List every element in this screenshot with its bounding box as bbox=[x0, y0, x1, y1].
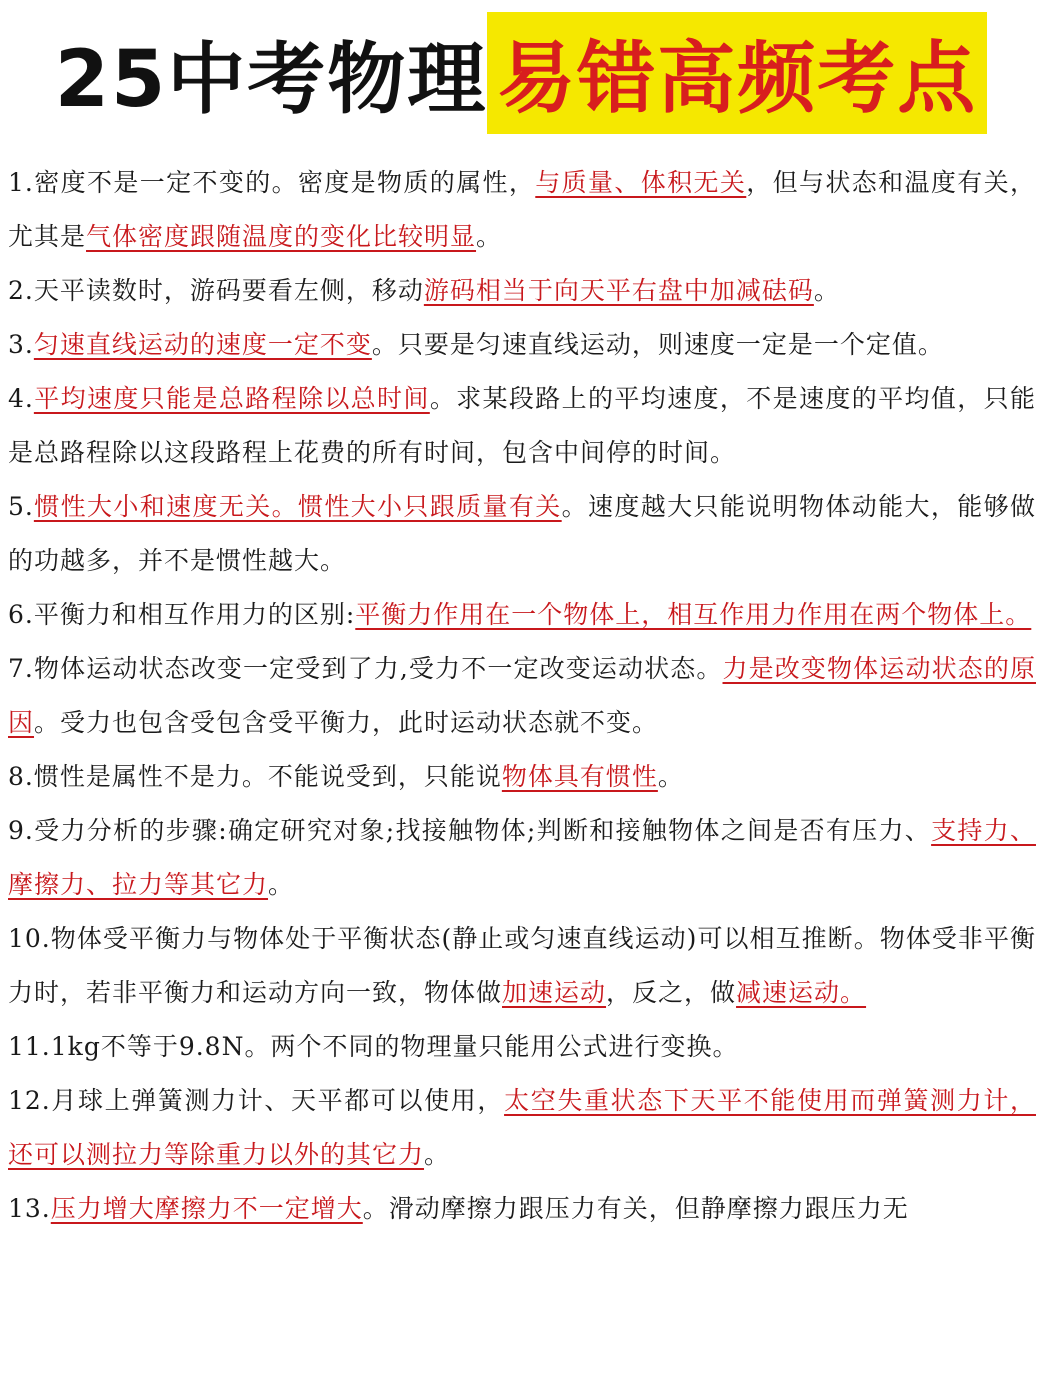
highlighted-phrase: 与质量、体积无关 bbox=[535, 168, 747, 197]
body-text: 。 bbox=[813, 276, 840, 305]
body-text: 11.1kg不等于9.8N。两个不同的物理量只能用公式进行变换。 bbox=[8, 1032, 739, 1061]
body-text: ，但与状态和温度有关，尤其是 bbox=[8, 168, 1036, 251]
body-text: 。 bbox=[424, 1140, 451, 1169]
title-plain-text: 25中考物理 bbox=[54, 35, 488, 125]
body-text: 9.受力分析的步骤:确定研究对象;找接触物体;判断和接触物体之间是否有压力、 bbox=[8, 816, 932, 845]
page-title bbox=[0, 18, 1042, 128]
body-text: 10.物体受平衡力与物体处于平衡状态(静止或匀速直线运动)可以相互推断。物体受非平衡力时，若非平衡力和运动方向一致，物体做 bbox=[8, 924, 1036, 1007]
body-text: 。 bbox=[657, 762, 684, 791]
key-point-item bbox=[8, 588, 1036, 642]
body-text: 8.惯性是属性不是力。不能说受到，只能说 bbox=[8, 762, 502, 791]
body-text: 2.天平读数时，游码要看左侧，移动 bbox=[8, 276, 424, 305]
highlighted-phrase: 物体具有惯性 bbox=[501, 762, 658, 791]
key-point-item bbox=[8, 750, 1036, 804]
body-text: 。 bbox=[476, 222, 503, 251]
body-text: 3. bbox=[8, 330, 34, 359]
highlighted-phrase: 气体密度跟随温度的变化比较明显 bbox=[86, 222, 477, 251]
highlighted-phrase: 匀速直线运动的速度一定不变 bbox=[33, 330, 372, 359]
key-point-item bbox=[8, 264, 1036, 318]
key-point-item bbox=[8, 318, 1036, 372]
highlighted-phrase: 平衡力作用在一个物体上，相互作用力作用在两个物体上。 bbox=[355, 600, 1032, 629]
key-point-item bbox=[8, 480, 1036, 588]
key-point-item bbox=[8, 804, 1036, 912]
highlighted-phrase: 惯性大小和速度无关。惯性大小只跟质量有关 bbox=[33, 492, 562, 521]
highlighted-phrase: 压力增大摩擦力不一定增大 bbox=[50, 1194, 363, 1223]
body-text: 5. bbox=[8, 492, 34, 521]
body-text: 。速度越大只能说明物体动能大，能够做的功越多，并不是惯性越大。 bbox=[8, 492, 1036, 575]
body-text: ，反之，做 bbox=[606, 978, 737, 1007]
body-text: 4. bbox=[8, 384, 34, 413]
body-text: 1.密度不是一定不变的。密度是物质的属性， bbox=[8, 168, 536, 197]
body-text: 7.物体运动状态改变一定受到了力,受力不一定改变运动状态。 bbox=[8, 654, 723, 683]
key-point-item bbox=[8, 156, 1036, 264]
highlighted-phrase: 加速运动 bbox=[502, 978, 607, 1007]
body-text: 13. bbox=[8, 1194, 51, 1223]
body-text: 。滑动摩擦力跟压力有关，但静摩擦力跟压力无 bbox=[362, 1194, 909, 1223]
highlighted-phrase: 支持力、摩擦力、拉力等其它力 bbox=[8, 816, 1036, 899]
highlighted-phrase: 力是改变物体运动状态的原因 bbox=[8, 654, 1036, 737]
key-point-item bbox=[8, 912, 1036, 1020]
body-text: 。受力也包含受包含受平衡力，此时运动状态就不变。 bbox=[34, 708, 659, 737]
key-point-item bbox=[8, 372, 1036, 480]
highlighted-phrase: 平均速度只能是总路程除以总时间 bbox=[33, 384, 430, 413]
highlighted-phrase: 减速运动。 bbox=[736, 978, 867, 1007]
body-text: 。只要是匀速直线运动，则速度一定是一个定值。 bbox=[371, 330, 944, 359]
title-highlight-text: 易错高频考点 bbox=[487, 12, 987, 134]
key-point-item bbox=[8, 1074, 1036, 1182]
body-text: 6.平衡力和相互作用力的区别: bbox=[8, 600, 356, 629]
key-point-item bbox=[8, 642, 1036, 750]
highlighted-phrase: 太空失重状态下天平不能使用而弹簧测力计，还可以测拉力等除重力以外的其它力 bbox=[8, 1086, 1036, 1169]
body-text: 12.月球上弹簧测力计、天平都可以使用， bbox=[8, 1086, 505, 1115]
highlighted-phrase: 游码相当于向天平右盘中加减砝码 bbox=[423, 276, 814, 305]
body-text: 。求某段路上的平均速度，不是速度的平均值，只能是总路程除以这段路程上花费的所有时间，包含中间停的时间。 bbox=[8, 384, 1036, 467]
key-point-item bbox=[8, 1020, 1036, 1074]
body-text: 。 bbox=[268, 870, 295, 899]
key-point-item bbox=[8, 1182, 1036, 1236]
key-points-list bbox=[8, 156, 1036, 1236]
